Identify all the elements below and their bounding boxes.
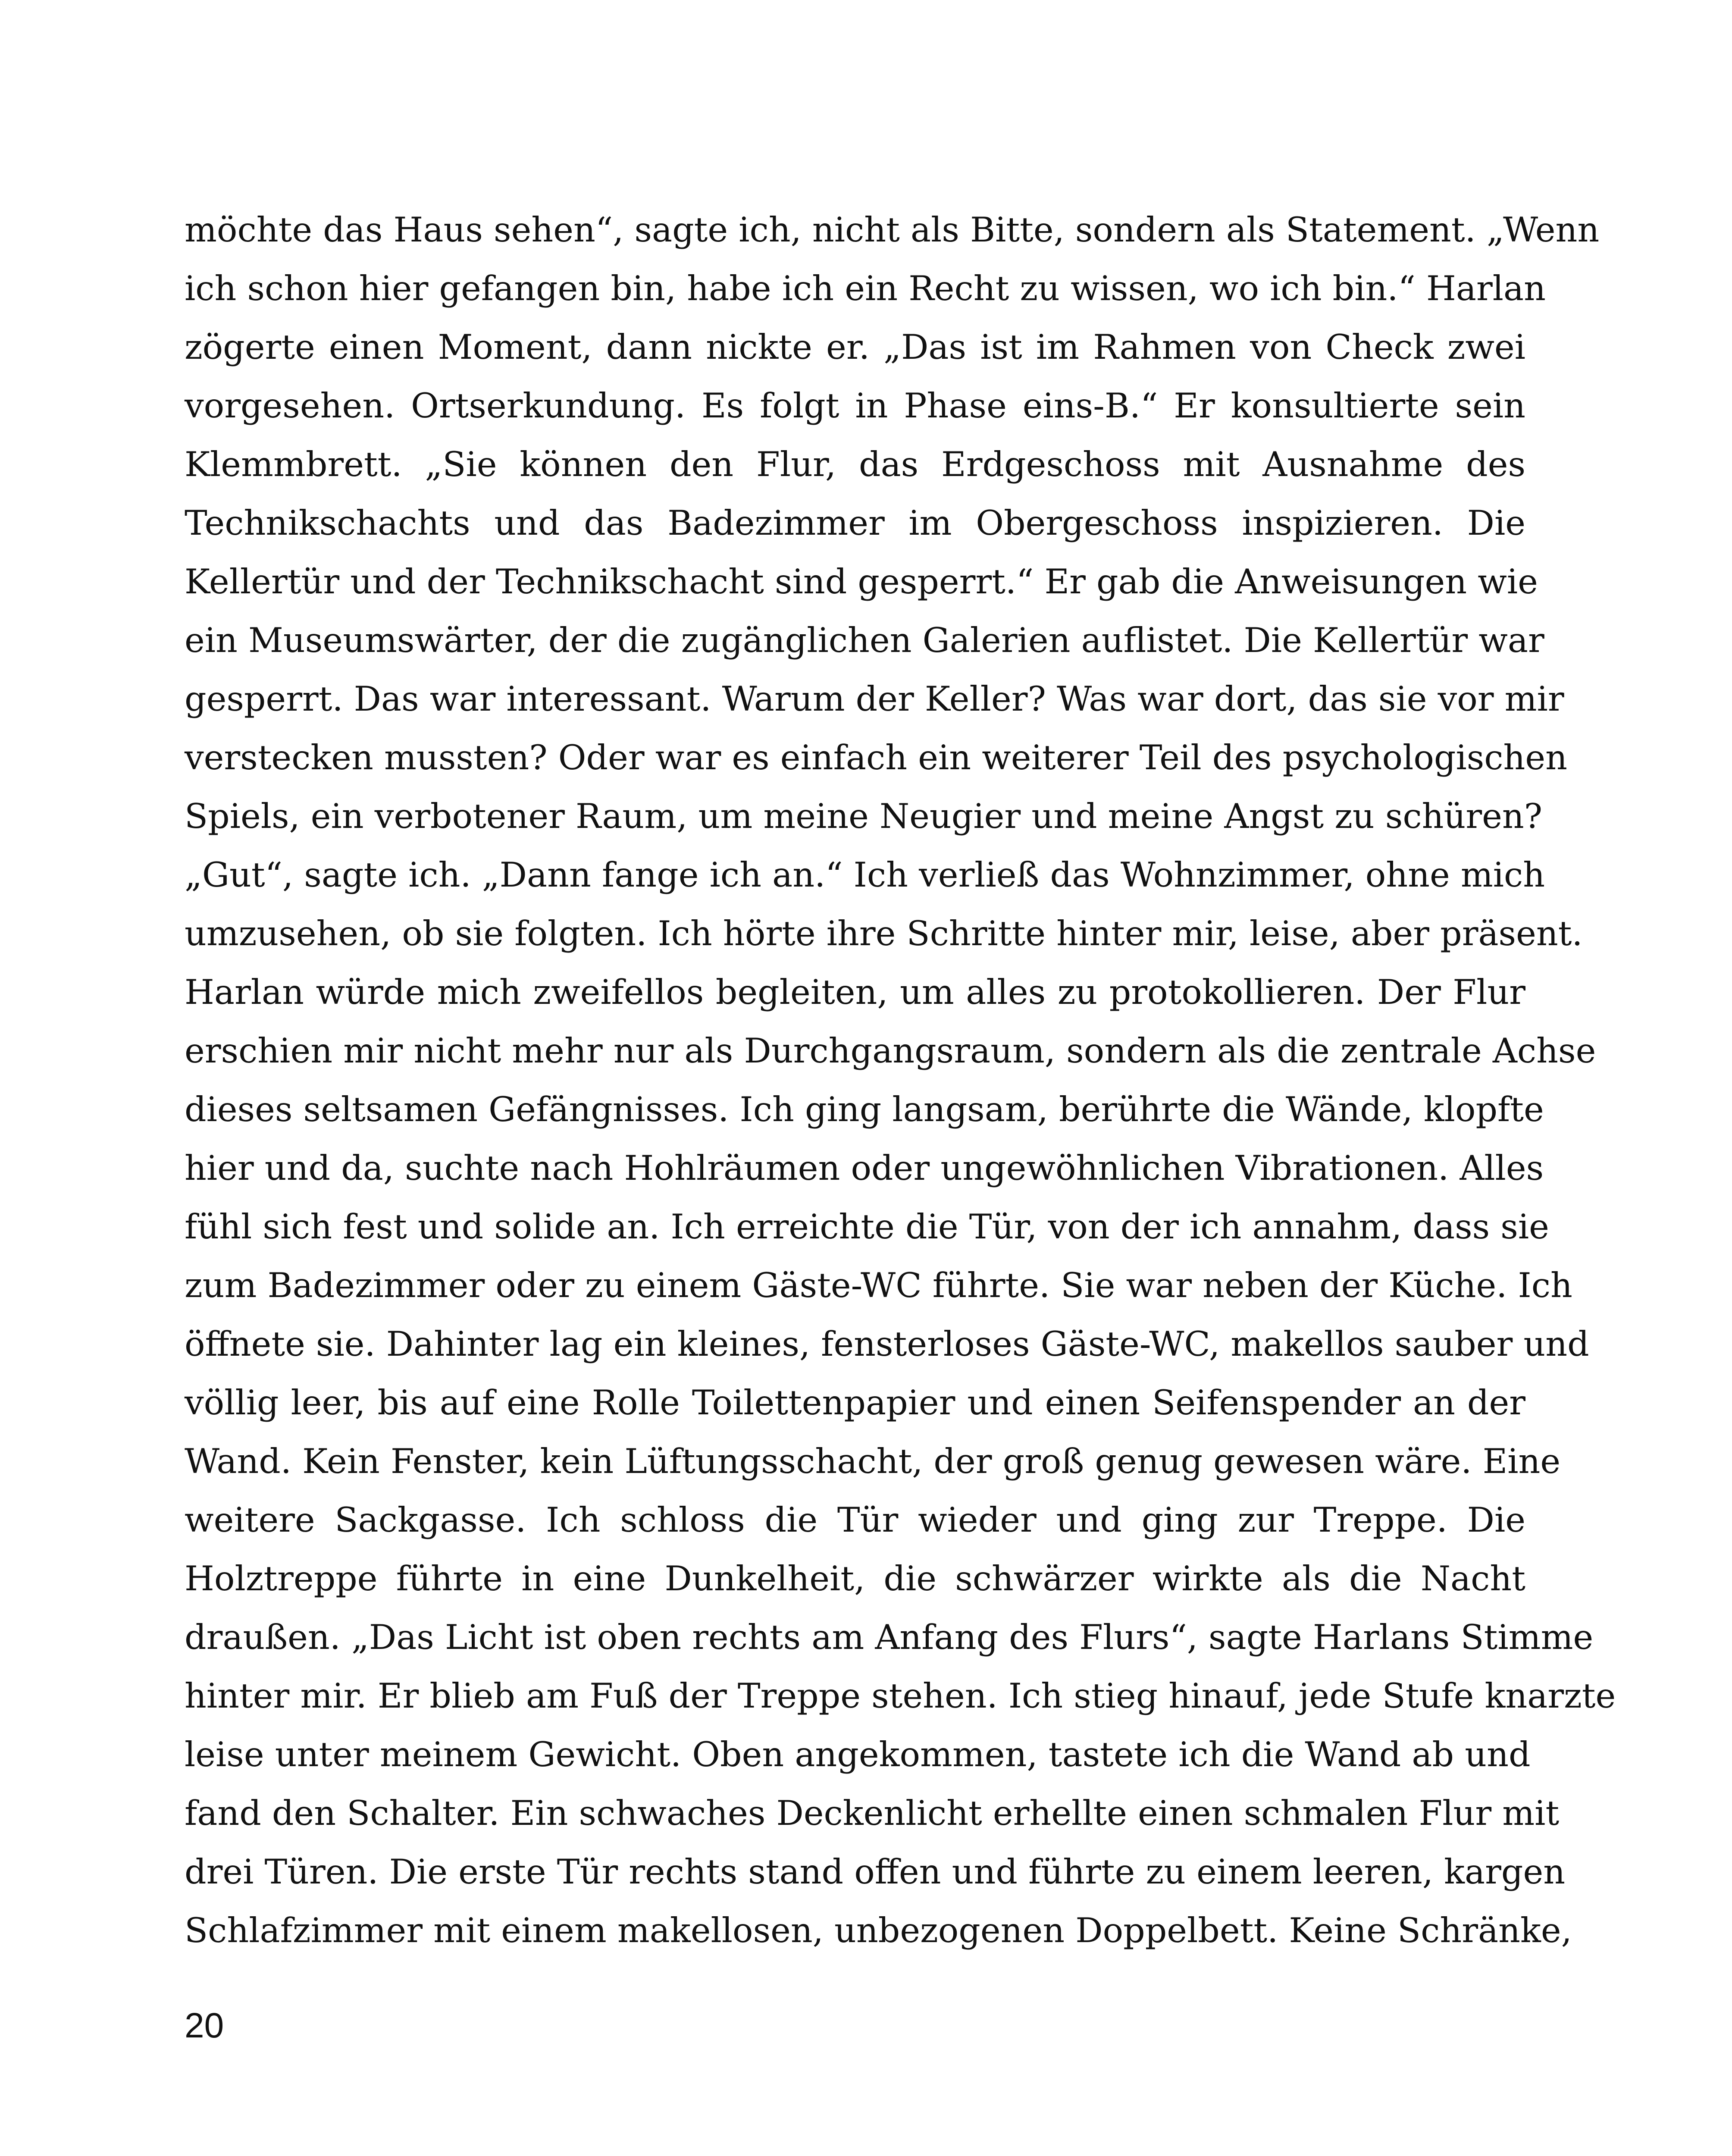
- text-line: „Gut“, sagte ich. „Dann fange ich an.“ Ich verließ das Wohnzimmer, ohne mich: [185, 855, 1545, 895]
- text-line: Schlafzimmer mit einem makellosen, unbezogenen Doppelbett. Keine Schränke,: [185, 1911, 1572, 1950]
- text-line: zögerte einen Moment, dann nickte er. „Das ist im Rahmen von Check zwei: [185, 327, 1525, 367]
- text-line: fühl sich fest und solide an. Ich erreichte die Tür, von der ich annahm, dass sie: [185, 1207, 1549, 1247]
- text-line: öffnete sie. Dahinter lag ein kleines, fensterloses Gäste-WC, makellos sauber und: [185, 1324, 1589, 1364]
- text-line: leise unter meinem Gewicht. Oben angekommen, tastete ich die Wand ab und: [185, 1735, 1531, 1774]
- text-line: fand den Schalter. Ein schwaches Deckenlicht erhellte einen schmalen Flur mit: [185, 1793, 1560, 1833]
- text-line: umzusehen, ob sie folgten. Ich hörte ihre Schritte hinter mir, leise, aber präsent.: [185, 914, 1583, 953]
- body-text: [185, 201, 1616, 1960]
- text-line: erschien mir nicht mehr nur als Durchgangsraum, sondern als die zentrale Achse: [185, 1031, 1596, 1071]
- text-line: weitere Sackgasse. Ich schloss die Tür wieder und ging zur Treppe. Die: [185, 1500, 1525, 1540]
- text-line: möchte das Haus sehen“, sagte ich, nicht als Bitte, sondern als Statement. „Wenn: [185, 210, 1600, 250]
- text-line: hinter mir. Er blieb am Fuß der Treppe stehen. Ich stieg hinauf, jede Stufe knarzte: [185, 1676, 1616, 1716]
- text-line: drei Türen. Die erste Tür rechts stand offen und führte zu einem leeren, kargen: [185, 1852, 1566, 1892]
- page-number: 20: [185, 2006, 224, 2045]
- text-line: völlig leer, bis auf eine Rolle Toilettenpapier und einen Seifenspender an der: [185, 1383, 1525, 1423]
- text-line: ich schon hier gefangen bin, habe ich ein Recht zu wissen, wo ich bin.“ Harlan: [185, 269, 1546, 308]
- text-line: verstecken mussten? Oder war es einfach ein weiterer Teil des psychologischen: [185, 738, 1568, 777]
- text-line: dieses seltsamen Gefängnisses. Ich ging langsam, berührte die Wände, klopfte: [185, 1090, 1544, 1129]
- text-line: Wand. Kein Fenster, kein Lüftungsschacht, der groß genug gewesen wäre. Eine: [185, 1442, 1561, 1481]
- text-line: Technikschachts und das Badezimmer im Obergeschoss inspizieren. Die: [185, 503, 1525, 543]
- text-line: Spiels, ein verbotener Raum, um meine Neugier und meine Angst zu schüren?: [185, 796, 1543, 836]
- text-line: gesperrt. Das war interessant. Warum der Keller? Was war dort, das sie vor mir: [185, 679, 1564, 719]
- text-line: Harlan würde mich zweifellos begleiten, um alles zu protokollieren. Der Flur: [185, 972, 1525, 1012]
- text-line: ein Museumswärter, der die zugänglichen Galerien auflistet. Die Kellertür war: [185, 620, 1544, 660]
- text-line: Holztreppe führte in eine Dunkelheit, die schwärzer wirkte als die Nacht: [185, 1559, 1525, 1598]
- text-line: vorgesehen. Ortserkundung. Es folgt in Phase eins-B.“ Er konsultierte sein: [185, 386, 1525, 426]
- text-line: draußen. „Das Licht ist oben rechts am Anfang des Flurs“, sagte Harlans Stimme: [185, 1617, 1594, 1657]
- text-line: Kellertür und der Technikschacht sind gesperrt.“ Er gab die Anweisungen wie: [185, 562, 1538, 602]
- text-line: hier und da, suchte nach Hohlräumen oder ungewöhnlichen Vibrationen. Alles: [185, 1148, 1544, 1188]
- text-line: Klemmbrett. „Sie können den Flur, das Erdgeschoss mit Ausnahme des: [185, 445, 1525, 484]
- text-line: zum Badezimmer oder zu einem Gäste-WC führte. Sie war neben der Küche. Ich: [185, 1266, 1572, 1305]
